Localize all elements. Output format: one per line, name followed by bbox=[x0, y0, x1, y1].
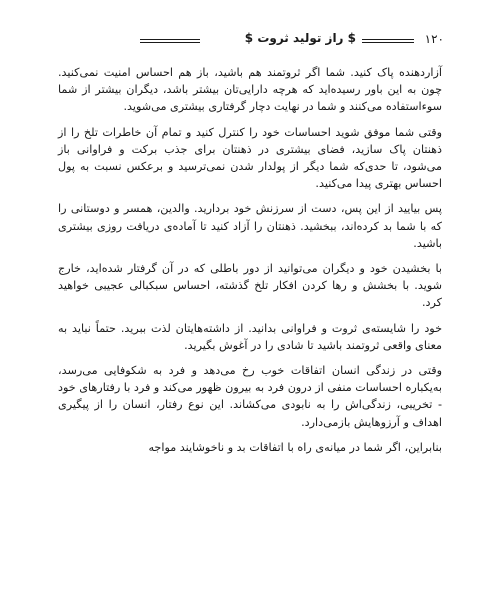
running-title: $ راز تولید ثروت $ bbox=[244, 31, 356, 45]
header-rule-left bbox=[140, 39, 200, 43]
paragraph: وقتی شما موفق شوید احساسات خود را کنترل کنید و تمام آن خاطرات تلخ را از ذهنتان پاک سازید، فضای بیشتری در ذهنتان برای جذب برکت و فراوانی باز می‌شود، تا حدی‌که شما دیگر از پولدار شدن نمی‌ترسید و برعکس نسبت به پول احساس بهتری پیدا می‌کنید. bbox=[58, 125, 442, 191]
page-number: ۱۲۰ bbox=[424, 32, 444, 46]
paragraph: خود را شایسته‌ی ثروت و فراوانی بدانید. از داشته‌هایتان لذت ببرید. حتماً نباید به معنای واقعی ثروتمند باشید تا شادی را در آغوش بگیرید. bbox=[58, 321, 442, 352]
paragraph: با بخشیدن خود و دیگران می‌توانید از دور باطلی که در آن گرفتار شده‌اید، خارج شوید. با بخشش و رها کردن افکار تلخ گذشته، احساس سبکبالی عجیبی خواهید کرد. bbox=[58, 262, 442, 310]
paragraph: آزاردهنده پاک کنید. شما اگر ثروتمند هم باشید، باز هم احساس امنیت نمی‌کنید. چون به این باور رسیده‌اید که هرچه دارایی‌تان بیشتر باشد، دیگران بیشتر از شما سوءاستفاده می‌کنند و شما در نهایت دچار گرفتاری بیشتری می‌شوید. bbox=[58, 66, 442, 114]
paragraph: وقتی در زندگی انسان اتفاقات خوب رخ می‌دهد و فرد به شکوفایی می‌رسد، به‌یکباره احساسات منفی از درون فرد به بیرون ظهور می‌کند و فرد با رفتارهای خود - تخریبی، زندگی‌اش را به نابودی می‌کشاند. این نوع رفتار، انسان را از پیگیری اهداف و آرزوهایش بازمی‌دارد. bbox=[58, 364, 442, 429]
page-header bbox=[60, 30, 444, 52]
header-rule-right bbox=[362, 39, 414, 43]
page-body bbox=[58, 64, 442, 464]
paragraph: بنابراین، اگر شما در میانه‌ی راه با اتفاقات بد و ناخوشایند مواجه bbox=[148, 440, 442, 454]
paragraph: پس بیایید از این پس، دست از سرزنش خود بردارید. والدین، همسر و دوستانی را که با شما بد کرده‌اند، ببخشید. ذهنتان را آزاد کنید تا آماده‌ی دریافت روزی بیشتری باشید. bbox=[58, 202, 442, 250]
